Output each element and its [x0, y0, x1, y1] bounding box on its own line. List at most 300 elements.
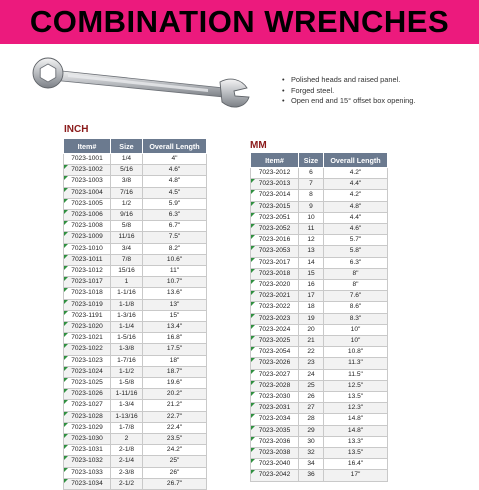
- item-number-cell: [64, 400, 111, 411]
- table-row: [251, 246, 388, 257]
- cell-marker-icon: [64, 333, 68, 337]
- length-cell: [324, 280, 388, 291]
- length-cell: [324, 179, 388, 190]
- length-cell: [143, 288, 207, 299]
- table-row: [64, 165, 207, 176]
- length-cell: [324, 403, 388, 414]
- cell-text: 34: [307, 460, 315, 468]
- cell-text: 1-7/8: [118, 423, 135, 431]
- length-cell: [324, 336, 388, 347]
- cell-marker-icon: [64, 288, 68, 292]
- length-cell: [324, 291, 388, 302]
- cell-text: 1-11/16: [115, 390, 138, 398]
- cell-text: 1-1/8: [118, 300, 135, 308]
- cell-text: 2: [124, 435, 129, 443]
- length-cell: [324, 369, 388, 380]
- table-row: [64, 221, 207, 232]
- cell-text: 10.7": [166, 278, 183, 286]
- item-number-cell: [64, 154, 111, 165]
- cell-marker-icon: [251, 347, 255, 351]
- length-cell: [143, 198, 207, 209]
- cell-text: 11": [169, 267, 180, 275]
- cell-marker-icon: [64, 176, 68, 180]
- cell-text: 25": [169, 457, 180, 465]
- item-number-cell: [251, 392, 299, 403]
- cell-text: 4.5": [168, 188, 181, 196]
- mm-table: [250, 152, 388, 482]
- cell-text: 7023-1001: [71, 155, 103, 162]
- item-number-cell: [64, 378, 111, 389]
- cell-marker-icon: [64, 188, 68, 192]
- cell-text: 1-7/16: [117, 356, 136, 364]
- table-row: [251, 425, 388, 436]
- item-number-cell: [251, 224, 299, 235]
- cell-text: 7023-2054: [258, 348, 291, 356]
- item-number-cell: [251, 459, 299, 470]
- cell-text: 6: [309, 169, 313, 176]
- size-cell: [299, 347, 324, 358]
- size-cell: [299, 212, 324, 223]
- item-number-cell: [251, 448, 299, 459]
- header-item: Item#: [251, 153, 299, 168]
- length-cell: [324, 302, 388, 313]
- cell-marker-icon: [64, 244, 68, 248]
- cell-text: 7023-1011: [71, 255, 103, 263]
- item-number-cell: [64, 288, 111, 299]
- length-cell: [143, 366, 207, 377]
- table-row: [64, 210, 207, 221]
- cell-text: 16.4": [347, 460, 364, 468]
- cell-text: 7023-1034: [71, 479, 103, 487]
- cell-text: 5.7": [349, 236, 362, 244]
- cell-text: 7023-1027: [71, 401, 103, 409]
- cell-marker-icon: [251, 403, 255, 407]
- length-cell: [143, 232, 207, 243]
- size-cell: [111, 434, 143, 445]
- table-row: [64, 232, 207, 243]
- cell-marker-icon: [251, 302, 255, 306]
- size-cell: [111, 389, 143, 400]
- cell-text: 19: [307, 314, 315, 322]
- length-cell: [143, 355, 207, 366]
- size-cell: [111, 378, 143, 389]
- table-row: [64, 254, 207, 265]
- size-cell: [111, 198, 143, 209]
- cell-text: 17.5": [166, 345, 183, 353]
- item-number-cell: [64, 322, 111, 333]
- length-cell: [143, 165, 207, 176]
- item-number-cell: [64, 232, 111, 243]
- item-number-cell: [251, 291, 299, 302]
- cell-text: 22.7": [166, 412, 183, 420]
- length-cell: [143, 210, 207, 221]
- cell-text: 6.3": [349, 258, 362, 266]
- length-cell: [324, 414, 388, 425]
- length-cell: [143, 456, 207, 467]
- cell-text: 19.6": [166, 379, 183, 387]
- cell-marker-icon: [251, 336, 255, 340]
- cell-text: 16: [307, 281, 315, 289]
- size-cell: [111, 210, 143, 221]
- cell-marker-icon: [251, 414, 255, 418]
- cell-text: 13: [307, 247, 315, 255]
- size-cell: [111, 400, 143, 411]
- cell-marker-icon: [251, 213, 255, 217]
- size-cell: [299, 380, 324, 391]
- cell-text: 4.6": [168, 166, 181, 174]
- length-cell: [143, 467, 207, 478]
- item-number-cell: [64, 456, 111, 467]
- item-number-cell: [64, 445, 111, 456]
- table-row: [64, 422, 207, 433]
- cell-marker-icon: [251, 291, 255, 295]
- cell-text: 7023-2014: [258, 191, 291, 199]
- size-cell: [111, 277, 143, 288]
- cell-text: 3/8: [121, 177, 132, 185]
- cell-text: 8": [352, 281, 359, 289]
- length-cell: [324, 425, 388, 436]
- cell-text: 26: [307, 393, 315, 401]
- length-cell: [143, 277, 207, 288]
- cell-text: 1-1/2: [118, 367, 135, 375]
- length-cell: [143, 344, 207, 355]
- cell-text: 7023-1009: [71, 233, 103, 241]
- table-row: [251, 257, 388, 268]
- length-cell: [324, 313, 388, 324]
- cell-text: 7023-1006: [71, 211, 103, 219]
- size-cell: [299, 369, 324, 380]
- length-cell: [143, 310, 207, 321]
- cell-text: 7023-2038: [258, 449, 291, 457]
- page-title: COMBINATION WRENCHES: [29, 4, 450, 39]
- table-row: [64, 187, 207, 198]
- cell-text: 6.3": [168, 211, 181, 219]
- header-length: Overall Length: [324, 153, 388, 168]
- cell-text: 13.3": [347, 437, 364, 445]
- item-number-cell: [251, 190, 299, 201]
- table-row: [64, 467, 207, 478]
- table-row: [251, 392, 388, 403]
- item-number-cell: [64, 434, 111, 445]
- cell-marker-icon: [251, 459, 255, 463]
- cell-text: 23.5": [166, 435, 183, 443]
- size-cell: [299, 291, 324, 302]
- cell-text: 22: [307, 348, 315, 356]
- item-number-cell: [64, 344, 111, 355]
- length-cell: [143, 221, 207, 232]
- size-cell: [299, 246, 324, 257]
- cell-text: 18: [307, 303, 315, 311]
- cell-text: 4.2": [349, 191, 362, 199]
- size-cell: [111, 355, 143, 366]
- cell-text: 7023-2028: [258, 381, 291, 389]
- size-cell: [299, 313, 324, 324]
- cell-text: 5.8": [349, 247, 362, 255]
- cell-text: 7.6": [349, 292, 362, 300]
- table-row: [64, 243, 207, 254]
- cell-text: 1-3/16: [117, 311, 136, 319]
- cell-text: 8.6": [349, 303, 362, 311]
- table-row: [251, 448, 388, 459]
- cell-marker-icon: [251, 426, 255, 430]
- length-cell: [143, 266, 207, 277]
- item-number-cell: [64, 165, 111, 176]
- item-number-cell: [251, 380, 299, 391]
- cell-text: 9/16: [120, 211, 133, 219]
- cell-text: 24.2": [166, 446, 183, 454]
- cell-text: 7023-1033: [71, 468, 103, 476]
- item-number-cell: [64, 310, 111, 321]
- cell-marker-icon: [64, 412, 68, 416]
- cell-text: 13.5": [347, 449, 364, 457]
- cell-text: 1/4: [121, 155, 132, 162]
- cell-text: 7023-2031: [258, 404, 291, 412]
- cell-marker-icon: [64, 468, 68, 472]
- cell-text: 5/8: [121, 222, 132, 230]
- cell-text: 1-1/16: [117, 289, 136, 297]
- table-header-row: [64, 139, 207, 154]
- cell-text: 12.5": [347, 381, 364, 389]
- cell-text: 8": [352, 269, 359, 277]
- table-row: [251, 324, 388, 335]
- table-row: [251, 403, 388, 414]
- cell-text: 7023-1028: [71, 412, 103, 420]
- length-cell: [324, 257, 388, 268]
- table-row: [64, 310, 207, 321]
- cell-text: 13": [169, 300, 180, 308]
- cell-text: 13.4": [166, 323, 183, 331]
- cell-marker-icon: [251, 224, 255, 228]
- cell-text: 7023-1024: [71, 367, 103, 375]
- cell-text: 8: [309, 191, 313, 199]
- cell-marker-icon: [64, 199, 68, 203]
- size-cell: [299, 470, 324, 481]
- cell-text: 10": [350, 337, 361, 345]
- header-item: Item#: [64, 139, 111, 154]
- table-row: [64, 154, 207, 165]
- size-cell: [111, 165, 143, 176]
- cell-text: 7.5": [168, 233, 181, 241]
- item-number-cell: [64, 266, 111, 277]
- cell-text: 20.2": [166, 390, 183, 398]
- cell-text: 7023-2053: [258, 247, 291, 255]
- length-cell: [143, 400, 207, 411]
- table-row: [64, 266, 207, 277]
- size-cell: [299, 459, 324, 470]
- size-cell: [299, 448, 324, 459]
- table-row: [251, 380, 388, 391]
- item-number-cell: [251, 324, 299, 335]
- cell-marker-icon: [251, 202, 255, 206]
- item-number-cell: [251, 403, 299, 414]
- cell-marker-icon: [251, 246, 255, 250]
- cell-marker-icon: [251, 381, 255, 385]
- cell-text: 22.4": [166, 423, 183, 431]
- table-row: [251, 168, 388, 179]
- cell-marker-icon: [64, 479, 68, 483]
- cell-text: 7023-1005: [71, 199, 103, 207]
- length-cell: [324, 224, 388, 235]
- cell-marker-icon: [251, 358, 255, 362]
- feature-list: [282, 75, 415, 107]
- cell-text: 23: [307, 359, 315, 367]
- cell-text: 7023-2052: [258, 225, 291, 233]
- length-cell: [143, 411, 207, 422]
- cell-marker-icon: [251, 370, 255, 374]
- size-cell: [299, 414, 324, 425]
- cell-text: 7023-1012: [71, 267, 103, 275]
- cell-text: 7023-2024: [258, 325, 291, 333]
- cell-text: 18.7": [166, 367, 183, 375]
- size-cell: [299, 436, 324, 447]
- table-row: [64, 176, 207, 187]
- size-cell: [111, 154, 143, 165]
- length-cell: [324, 268, 388, 279]
- table-row: [251, 235, 388, 246]
- cell-marker-icon: [64, 300, 68, 304]
- length-cell: [324, 358, 388, 369]
- cell-text: 7023-2040: [258, 460, 291, 468]
- cell-text: 28: [307, 415, 315, 423]
- length-cell: [143, 434, 207, 445]
- cell-text: 1-5/16: [117, 334, 136, 342]
- cell-text: 4.2": [349, 169, 362, 176]
- cell-marker-icon: [251, 448, 255, 452]
- cell-marker-icon: [64, 221, 68, 225]
- length-cell: [143, 187, 207, 198]
- cell-text: 13.6": [166, 289, 183, 297]
- length-cell: [324, 235, 388, 246]
- item-number-cell: [64, 254, 111, 265]
- table-row: [64, 299, 207, 310]
- cell-text: 7: [309, 180, 313, 188]
- length-cell: [324, 459, 388, 470]
- cell-marker-icon: [64, 389, 68, 393]
- cell-text: 5/16: [120, 166, 133, 174]
- item-number-cell: [251, 235, 299, 246]
- cell-text: 7023-2018: [258, 269, 291, 277]
- length-cell: [324, 212, 388, 223]
- size-cell: [111, 333, 143, 344]
- cell-text: 20: [307, 325, 315, 333]
- cell-text: 1-1/4: [118, 323, 135, 331]
- size-cell: [111, 243, 143, 254]
- item-number-cell: [251, 257, 299, 268]
- cell-text: 21: [307, 337, 315, 345]
- feature-item: • Forged steel.: [282, 86, 415, 97]
- size-cell: [111, 411, 143, 422]
- size-cell: [299, 280, 324, 291]
- table-row: [251, 313, 388, 324]
- cell-text: 12.3": [347, 404, 364, 412]
- header-size: Size: [111, 139, 143, 154]
- cell-marker-icon: [64, 423, 68, 427]
- size-cell: [299, 179, 324, 190]
- header-size: Size: [299, 153, 324, 168]
- size-cell: [111, 456, 143, 467]
- table-row: [64, 411, 207, 422]
- item-number-cell: [64, 277, 111, 288]
- cell-marker-icon: [251, 392, 255, 396]
- cell-text: 13.5": [347, 393, 364, 401]
- cell-text: 2-1/4: [118, 457, 135, 465]
- cell-text: 7023-2017: [258, 258, 291, 266]
- cell-marker-icon: [64, 434, 68, 438]
- cell-text: 7023-2035: [258, 426, 291, 434]
- size-cell: [299, 190, 324, 201]
- item-number-cell: [251, 168, 299, 179]
- item-number-cell: [251, 179, 299, 190]
- cell-text: 32: [307, 449, 315, 457]
- cell-text: 30: [307, 437, 315, 445]
- cell-text: 15: [307, 269, 315, 277]
- table-row: [64, 366, 207, 377]
- cell-text: 7023-1029: [71, 423, 103, 431]
- table-row: [64, 288, 207, 299]
- cell-text: 7023-1030: [71, 435, 103, 443]
- cell-text: 4.4": [349, 213, 362, 221]
- table-row: [64, 277, 207, 288]
- size-cell: [299, 403, 324, 414]
- size-cell: [111, 266, 143, 277]
- length-cell: [324, 190, 388, 201]
- cell-marker-icon: [251, 269, 255, 273]
- cell-text: 9: [309, 202, 313, 210]
- table-row: [64, 445, 207, 456]
- cell-marker-icon: [64, 378, 68, 382]
- cell-text: 7023-1021: [71, 334, 103, 342]
- length-cell: [143, 176, 207, 187]
- cell-marker-icon: [251, 258, 255, 262]
- feature-item: • Open end and 15° offset box opening.: [282, 96, 415, 107]
- size-cell: [111, 344, 143, 355]
- length-cell: [324, 324, 388, 335]
- cell-text: 14: [307, 258, 315, 266]
- cell-text: 7023-2027: [258, 370, 291, 378]
- item-number-cell: [64, 389, 111, 400]
- table-row: [251, 459, 388, 470]
- cell-marker-icon: [251, 470, 255, 474]
- cell-text: 7023-1025: [71, 379, 103, 387]
- item-number-cell: [251, 268, 299, 279]
- cell-marker-icon: [64, 456, 68, 460]
- cell-text: 17: [307, 292, 315, 300]
- cell-text: 7023-1191: [71, 311, 103, 319]
- cell-text: 7023-2051: [258, 213, 291, 221]
- cell-marker-icon: [64, 322, 68, 326]
- cell-text: 7023-2015: [258, 202, 291, 210]
- size-cell: [299, 302, 324, 313]
- item-number-cell: [64, 411, 111, 422]
- cell-text: 7023-1032: [71, 457, 103, 465]
- length-cell: [143, 422, 207, 433]
- length-cell: [143, 299, 207, 310]
- cell-marker-icon: [251, 190, 255, 194]
- cell-text: 2-1/2: [118, 479, 135, 487]
- cell-text: 17": [350, 471, 361, 479]
- item-number-cell: [251, 358, 299, 369]
- cell-text: 7023-2026: [258, 359, 291, 367]
- cell-text: 7023-1022: [71, 345, 103, 353]
- item-number-cell: [251, 414, 299, 425]
- item-number-cell: [64, 422, 111, 433]
- size-cell: [111, 254, 143, 265]
- table-row: [64, 355, 207, 366]
- table-row: [251, 201, 388, 212]
- cell-text: 7023-1004: [71, 188, 103, 196]
- item-number-cell: [251, 436, 299, 447]
- item-number-cell: [251, 347, 299, 358]
